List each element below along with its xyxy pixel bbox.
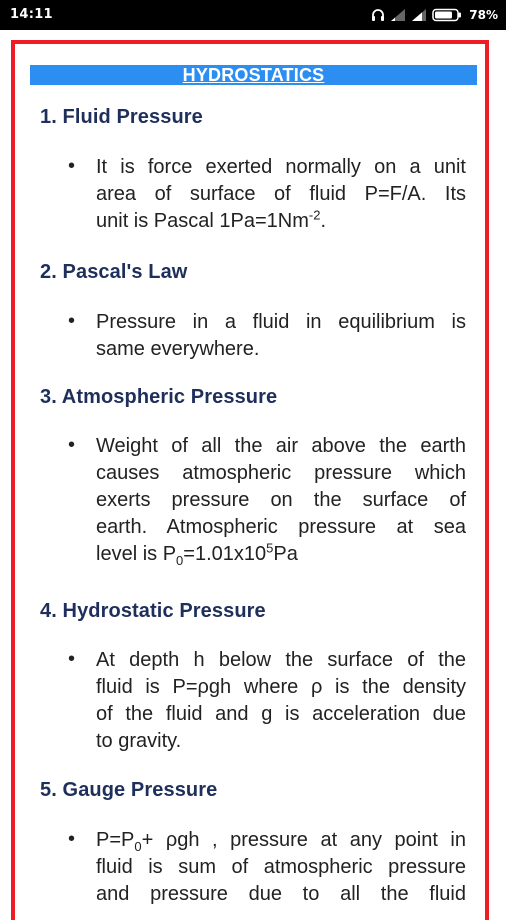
battery-percent: 78% xyxy=(469,8,498,22)
signal-weak-icon xyxy=(390,8,406,22)
section-heading-fluid-pressure: 1. Fluid Pressure xyxy=(40,106,203,128)
status-bar xyxy=(0,0,506,30)
section-text-pascals-law: Pressure in a fluid in equilibrium is same everywhere. xyxy=(96,311,466,360)
bullet: • xyxy=(68,155,76,177)
battery-icon xyxy=(432,8,462,22)
section-heading-gauge-pressure: 5. Gauge Pressure xyxy=(40,779,218,801)
bullet: • xyxy=(68,310,76,332)
bullet: • xyxy=(68,828,76,850)
section-text-fluid-pressure: It is force exerted normally on a unit area of surface of fluid P=F/A. Its unit is Pascal $1Pa=1Nm^{-2}$. xyxy=(96,156,466,232)
page-title: HYDROSTATICS xyxy=(182,65,325,85)
section-text-hydrostatic-pressure: At depth h below the surface of the fluid is P=ρgh where ρ is the density of the fluid and g is acceleration due to gravity. xyxy=(96,649,466,752)
section-heading-pascals-law: 2. Pascal's Law xyxy=(40,261,188,283)
signal-icon xyxy=(411,8,427,22)
status-time: 14:11 xyxy=(10,7,53,22)
section-text-atmospheric-pressure: Weight of all the air above the earth causes atmospheric pressure which exerts pressure on the surface of earth. Atmospheric pressure at sea level is $P_0=1.01x10^5Pa$ xyxy=(96,435,466,568)
section-text-gauge-pressure: $P=P_0+ \rho gh$ , pressure at any point in fluid is sum of atmospheric pressure and pressure due to all the fluid xyxy=(96,829,466,905)
section-heading-atmospheric-pressure: 3. Atmospheric Pressure xyxy=(40,386,278,408)
section-heading-hydrostatic-pressure: 4. Hydrostatic Pressure xyxy=(40,600,266,622)
title-bar xyxy=(30,65,477,85)
headset-icon xyxy=(371,8,385,22)
bullet: • xyxy=(68,648,76,670)
bullet: • xyxy=(68,434,76,456)
status-icons xyxy=(371,6,498,24)
